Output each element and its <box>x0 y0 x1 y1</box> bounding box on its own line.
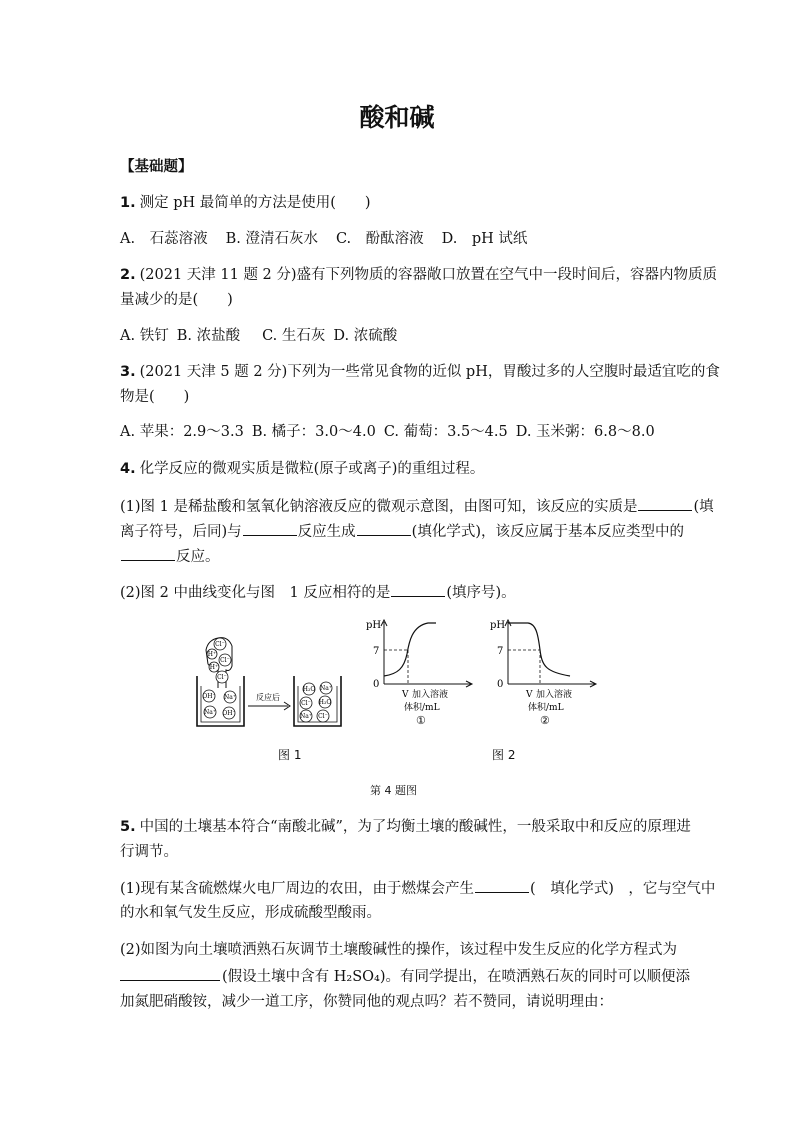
ion-label: H₂O <box>318 699 332 706</box>
answer-blank[interactable] <box>357 521 411 536</box>
question-5-line2: 行调节。 <box>120 844 178 860</box>
question-3-options <box>120 422 680 442</box>
text-run: ( 填化学式) ，它与空气中 <box>530 881 716 897</box>
question-number: 2. <box>120 267 136 283</box>
y-axis-label: pH <box>490 620 506 631</box>
question-2-options <box>120 326 680 346</box>
figure-1-caption: 图 1 <box>278 748 302 762</box>
question-4-part1-line1 <box>120 496 714 517</box>
ion-label: H⁺ <box>207 651 217 658</box>
ion-label: Na⁺ <box>320 685 332 692</box>
x-axis-label: 加入溶液 <box>536 690 573 700</box>
answer-blank[interactable] <box>391 582 445 597</box>
question-4-part1-line2 <box>120 521 684 542</box>
question-text: 中国的土壤基本符合“南酸北碱”，为了均衡土壤的酸碱性，一般采取中和反应的原理进 <box>139 819 691 835</box>
ion-label: Na⁺ <box>300 713 312 720</box>
text-run: (2)图 2 中曲线变化与图 1 反应相符的是 <box>120 585 391 601</box>
option-b: B. 浓盐酸 <box>176 328 241 344</box>
option-d: D. 浓硫酸 <box>333 328 398 344</box>
ph-curve <box>384 623 436 676</box>
x-axis-label-v: V <box>526 690 533 700</box>
answer-blank[interactable] <box>475 878 529 893</box>
option-a: A. 苹果：2.9～3.3 <box>120 424 244 440</box>
answer-blank[interactable] <box>120 966 220 981</box>
dropper-ions <box>207 638 231 683</box>
x-axis-label: 加入溶液 <box>412 690 449 700</box>
question-2-line2: 量减少的是( ) <box>120 292 233 308</box>
graph-number: ① <box>416 714 426 727</box>
question-4-part1-line3 <box>120 546 680 567</box>
y-tick-7: 7 <box>373 646 380 657</box>
question-5-part2-line3: 加氮肥硝酸铵，减少一道工序，你赞同他的观点吗？若不赞同，请说明理由： <box>120 994 613 1010</box>
question-3 <box>120 362 720 382</box>
beaker-after-ions <box>300 682 332 722</box>
x-axis-label-v: V <box>402 690 409 700</box>
text-run: 离子符号，后同)与 <box>120 524 242 540</box>
text-run: (填化学式)，该反应属于基本反应类型中的 <box>411 524 684 540</box>
question-1 <box>120 193 680 213</box>
ion-label: H⁺ <box>209 664 219 671</box>
question-number: 5. <box>120 819 136 835</box>
section-heading: 【基础题】 <box>120 159 193 175</box>
beaker-before <box>197 676 244 726</box>
ph-curve <box>508 623 570 676</box>
text-run: (1)图 1 是稀盐酸和氢氧化钠溶液反应的微观示意图，由图可知，该反应的实质是 <box>120 499 638 515</box>
ion-label: Cl⁻ <box>220 657 230 664</box>
arrow-label: 反应后 <box>256 693 280 702</box>
ion-label: Cl⁻ <box>301 700 311 707</box>
text-run: (1)现有某含硫燃煤火电厂周边的农田，由于燃煤会产生 <box>120 881 475 897</box>
question-text: (2021 天津 5 题 2 分)下列为一些常见食物的近似 pH，胃酸过多的人空腹时最适宜吃的食 <box>139 364 720 380</box>
option-c: C. 葡萄：3.5～4.5 <box>383 424 508 440</box>
text-run: (填 <box>693 499 714 515</box>
ion-label: Na⁺ <box>204 709 216 716</box>
option-c: C. 生石灰 <box>262 328 326 344</box>
figure-2-graph-2 <box>484 612 599 742</box>
question-3-line2: 物是( ) <box>120 389 190 405</box>
question-1-options <box>120 229 680 249</box>
figure-1-beakers <box>192 636 352 731</box>
question-4 <box>120 459 680 479</box>
origin-label: 0 <box>497 679 504 690</box>
x-axis-label-unit: 体积/mL <box>404 703 440 713</box>
ion-label: OH⁻ <box>222 710 236 717</box>
question-text: (2021 天津 11 题 2 分)盛有下列物质的容器敞口放置在空气中一段时间后，容器内物质质 <box>139 267 718 283</box>
question-5-part1-line2: 的水和氧气发生反应，形成硫酸型酸雨。 <box>120 905 381 921</box>
y-tick-7: 7 <box>497 646 504 657</box>
question-4-part2 <box>120 582 680 603</box>
question-2 <box>120 265 718 285</box>
option-d: D. pH 试纸 <box>441 231 528 247</box>
question-number: 1. <box>120 195 136 211</box>
text-run: (填序号)。 <box>446 585 516 601</box>
ion-label: H₂O <box>302 686 316 693</box>
y-axis-label: pH <box>366 620 382 631</box>
x-axis-label-unit: 体积/mL <box>528 703 564 713</box>
beaker-before-ions <box>202 690 236 719</box>
option-a: A. 石蕊溶液 <box>120 231 208 247</box>
ion-label: OH⁻ <box>202 693 216 700</box>
question-text: 测定 pH 最简单的方法是使用( ) <box>139 195 371 211</box>
ion-label: Cl⁻ <box>217 674 227 681</box>
question-5-part1-line1 <box>120 878 716 899</box>
option-d: D. 玉米粥：6.8～8.0 <box>515 424 655 440</box>
figure-2-graph-1 <box>360 612 475 742</box>
option-b: B. 澄清石灰水 <box>225 231 318 247</box>
option-b: B. 橘子：3.0～4.0 <box>251 424 376 440</box>
ion-label: Cl⁻ <box>215 641 225 648</box>
text-run: 反应。 <box>176 549 220 565</box>
option-a: A. 铁钉 <box>120 328 169 344</box>
answer-blank[interactable] <box>121 546 175 561</box>
figure-main-caption: 第 4 题图 <box>370 784 417 797</box>
ion-label: Cl⁻ <box>318 713 328 720</box>
origin-label: 0 <box>373 679 380 690</box>
option-c: C. 酚酞溶液 <box>335 231 424 247</box>
reaction-arrow <box>248 692 290 710</box>
page-title: 酸和碱 <box>359 103 435 132</box>
question-5-part2-line2 <box>120 966 691 987</box>
question-text: 化学反应的微观实质是微粒(原子或离子)的重组过程。 <box>139 461 485 477</box>
text-run: (假设土壤中含有 H₂SO₄)。有同学提出，在喷洒熟石灰的同时可以顺便添 <box>222 969 691 985</box>
answer-blank[interactable] <box>638 496 692 511</box>
ion-label: Na⁺ <box>224 694 236 701</box>
answer-blank[interactable] <box>243 521 297 536</box>
question-5-part2-line1: (2)如图为向土壤喷洒熟石灰调节土壤酸碱性的操作，该过程中发生反应的化学方程式为 <box>120 942 678 958</box>
question-number: 3. <box>120 364 136 380</box>
text-run: 反应生成 <box>297 524 356 540</box>
graph-number: ② <box>540 714 550 727</box>
question-number: 4. <box>120 461 136 477</box>
question-5 <box>120 817 691 837</box>
figure-2-caption: 图 2 <box>492 748 516 762</box>
